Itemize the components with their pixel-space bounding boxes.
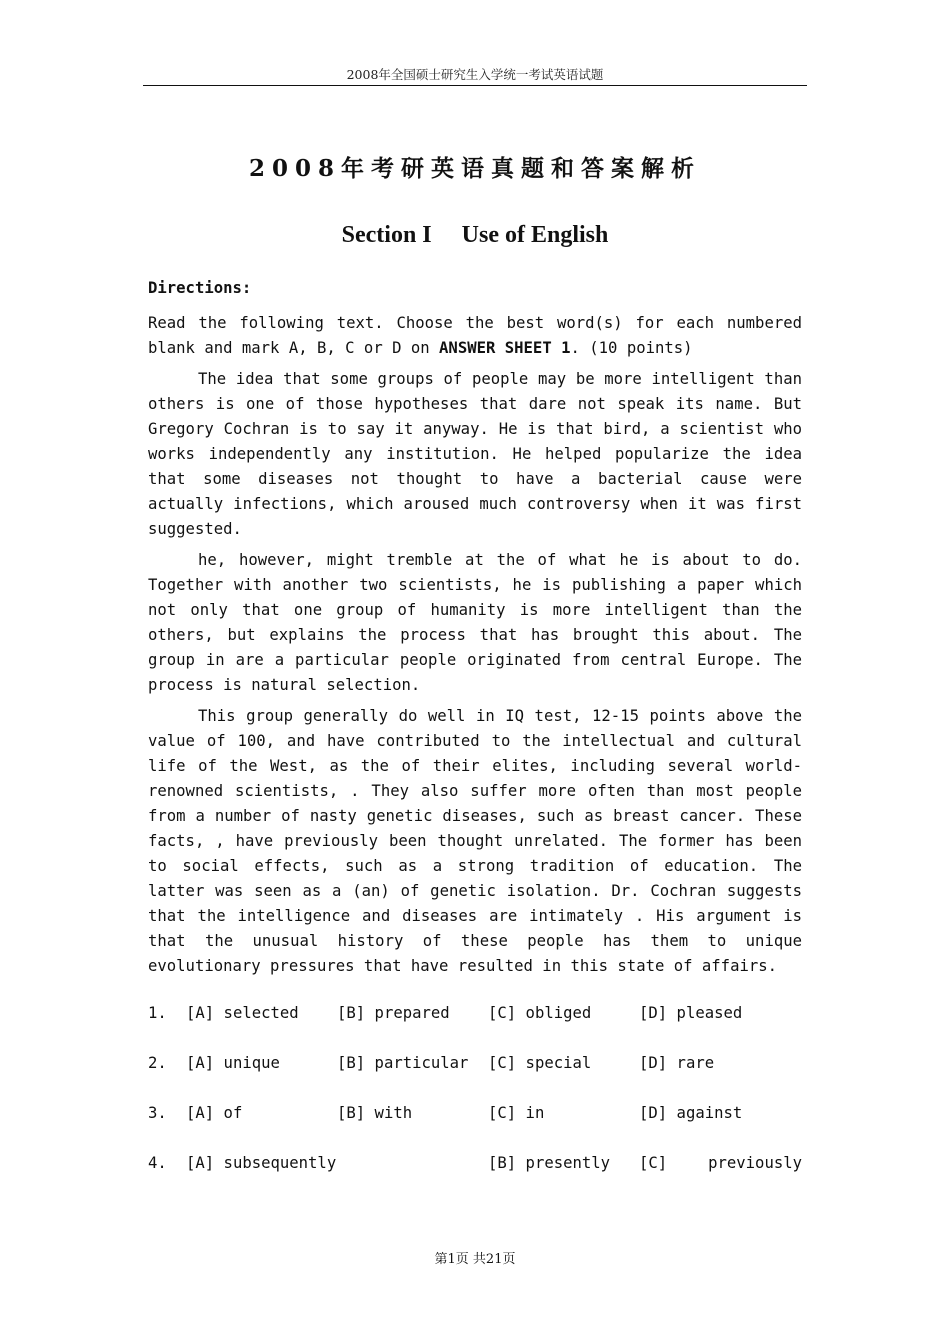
option-a: [A] subsequently	[186, 1154, 337, 1172]
document-body	[148, 276, 802, 1201]
directions-text	[148, 311, 802, 361]
option-c: [C] special	[488, 1054, 592, 1072]
question-row	[148, 1151, 802, 1176]
option-b: [B] prepared	[337, 1004, 450, 1022]
option-c: [C] in	[488, 1104, 545, 1122]
passage-paragraph-1: The idea that some groups of people may be more intelligent than others is one of those hypotheses that dare not speak its name. But Gregory Cochran is to say it anyway. He is that bird, a scientist who works independently any institution. He helped popularize the idea that some diseases not thought to have a bacterial cause were actually infections, which aroused much controversy when it was first suggested.	[148, 370, 802, 538]
option-c: [C]	[639, 1154, 668, 1172]
passage-paragraph-2: he, however, might tremble at the of what he is about to do. Together with another two scientists, he is publishing a paper which not only that one group of humanity is more intelligent than the others, but explains the process that has brought this about. The group in are a particular people originated from central Europe. The process is natural selection.	[148, 551, 802, 694]
directions-text-after: . (10 points)	[570, 339, 693, 357]
question-list	[148, 1001, 802, 1176]
option-a: [A] of	[186, 1104, 243, 1122]
option-a: [A] unique	[186, 1054, 280, 1072]
page-footer: 第1页 共21页	[434, 1252, 516, 1267]
header-divider	[143, 85, 807, 86]
section-label: Section I	[341, 222, 432, 248]
option-c: [C] obliged	[488, 1004, 592, 1022]
option-a: [A] selected	[186, 1004, 299, 1022]
question-number: 1.	[148, 1004, 167, 1022]
section-heading	[0, 222, 950, 249]
question-number: 4.	[148, 1154, 167, 1172]
directions-label: Directions:	[148, 279, 252, 297]
question-number: 2.	[148, 1054, 167, 1072]
page-header: 2008年全国硕士研究生入学统一考试英语试题	[346, 67, 604, 82]
passage-paragraph-3: This group generally do well in IQ test, 12-15 points above the value of 100, and have contributed to the intellectual and cultural life of the West, as the of their elites, including several world-renowned scientists, . They also suffer more often than most people from a number of nasty genetic diseases, such as breast cancer. These facts, , have previously been thought unrelated. The former has been to social effects, such as a strong tradition of education. The latter was seen as a (an) of genetic isolation. Dr. Cochran suggests that the intelligence and diseases are intimately . His argument is that the unusual history of these people has them to unique evolutionary pressures that have resulted in this state of affairs.	[148, 707, 802, 975]
option-b: [B] with	[337, 1104, 413, 1122]
option-c-text: previously	[708, 1154, 802, 1172]
page-title: 2008年考研英语真题和答案解析	[248, 155, 701, 182]
option-d: [D] against	[639, 1104, 743, 1122]
directions-text-before: Read the following text. Choose the best word(s) for each numbered blank and mark A, B, C or D on	[148, 314, 802, 357]
question-row	[148, 1051, 802, 1076]
option-d: [D] rare	[639, 1054, 715, 1072]
question-row	[148, 1101, 802, 1126]
option-b: [B] presently	[488, 1154, 611, 1172]
question-number: 3.	[148, 1104, 167, 1122]
option-d: [D] pleased	[639, 1004, 743, 1022]
option-b: [B] particular	[337, 1054, 469, 1072]
section-name: Use of English	[461, 222, 609, 248]
answer-sheet-label: ANSWER SHEET 1	[439, 339, 571, 357]
question-row	[148, 1001, 802, 1026]
option-c-wrap	[639, 1151, 802, 1176]
